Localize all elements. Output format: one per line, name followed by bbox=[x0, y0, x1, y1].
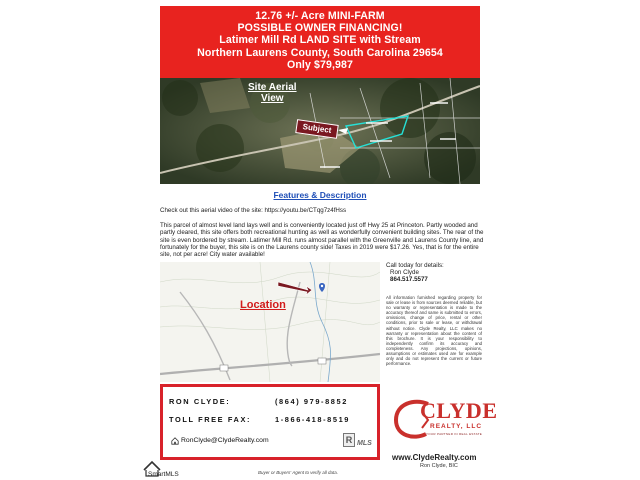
toll-free-fax-number: 1-866-418-8519 bbox=[275, 415, 350, 424]
website-link[interactable]: www.ClydeRealty.com bbox=[392, 453, 477, 462]
title-line-1: 12.76 +/- Acre MINI-FARM bbox=[255, 10, 385, 22]
svg-text:R: R bbox=[345, 435, 353, 445]
logo-wordmark: CLYDE bbox=[420, 398, 498, 423]
features-heading[interactable]: Features & Description bbox=[273, 190, 367, 200]
location-map-image bbox=[160, 262, 380, 382]
title-line-2: POSSIBLE OWNER FINANCING! bbox=[237, 22, 403, 35]
location-label: Location bbox=[240, 299, 286, 311]
callout-name: Ron Clyde bbox=[390, 269, 419, 277]
call-today-block bbox=[386, 262, 444, 284]
mls-label: MLS bbox=[357, 440, 372, 447]
contact-box bbox=[160, 384, 380, 460]
subject-label: Subject bbox=[295, 119, 339, 139]
realtor-icon bbox=[343, 433, 355, 447]
callout-phone[interactable]: 864.517.5577 bbox=[390, 276, 428, 284]
contact-phone[interactable]: (864) 979-8852 bbox=[275, 397, 348, 406]
location-map bbox=[160, 262, 380, 382]
aerial-photo bbox=[160, 78, 480, 184]
house-icon bbox=[171, 437, 179, 445]
clyde-realty-logo bbox=[392, 398, 498, 446]
logo-subtitle: REALTY, LLC bbox=[430, 423, 483, 430]
title-banner bbox=[160, 6, 480, 78]
aerial-title-line-2: View bbox=[260, 93, 284, 104]
disclaimer-text: All information furnished regarding property for sale or lease is from sources deemed reliable, but no warranty or representation is made to the accuracy thereof and same is submitted to errors, omissions, change of price, rental or other conditions, prior to sale or lease, or withdrawal without notice. Clyde Realty, LLC makes no warranty or representation about the content of this brochure. It is your responsibility to independently confirm its accuracy and completeness. Any projections, opinions, assumptions or estimates used are for example only and do not represent the current or future performance. bbox=[386, 295, 482, 367]
contact-name-label: RON CLYDE: bbox=[169, 397, 231, 406]
logo-tagline: YOUR PARTNER IN REAL ESTATE bbox=[426, 432, 483, 436]
footer-note: Buyer or Buyers' Agent to verify all data. bbox=[258, 470, 338, 475]
title-line-4: Northern Laurens County, South Carolina 29654 bbox=[197, 46, 443, 59]
broker-name: Ron Clyde, BIC bbox=[420, 463, 458, 469]
aerial-title bbox=[248, 82, 297, 104]
smartmls-text: SmartMLS bbox=[148, 471, 179, 478]
title-line-3: Latimer Mill Rd LAND SITE with Stream bbox=[219, 34, 421, 47]
call-today-text: Call today for details: bbox=[386, 262, 444, 269]
contact-email[interactable]: RonClyde@ClydeRealty.com bbox=[181, 437, 269, 444]
aerial-video-line[interactable]: Check out this aerial video of the site: https://youtu.be/CTqg7z4fHss bbox=[160, 207, 347, 214]
description-paragraph: This parcel of almost level land lays well and is conveniently located just off Hwy 25 at Princeton. Partly wooded and partly cleared, this site offers both recreational hunting as well as wonderfully convenient building sites. The rear of the site is even bordered by stream. Latimer Mill Rd. runs almost parallel with the Greenville and Laurens County line, and fortunately for the buyer, this site is on the Laurens county side! Taxes in 2019 were $17.26. Yes, that is for the entire site, not per acre! City water available! bbox=[160, 222, 484, 259]
aerial-title-line-1: Site Aerial bbox=[248, 82, 297, 93]
toll-free-fax-label: TOLL FREE FAX: bbox=[169, 415, 252, 424]
smartmls-logo bbox=[142, 460, 188, 478]
title-line-5-price: Only $79,987 bbox=[287, 58, 353, 71]
